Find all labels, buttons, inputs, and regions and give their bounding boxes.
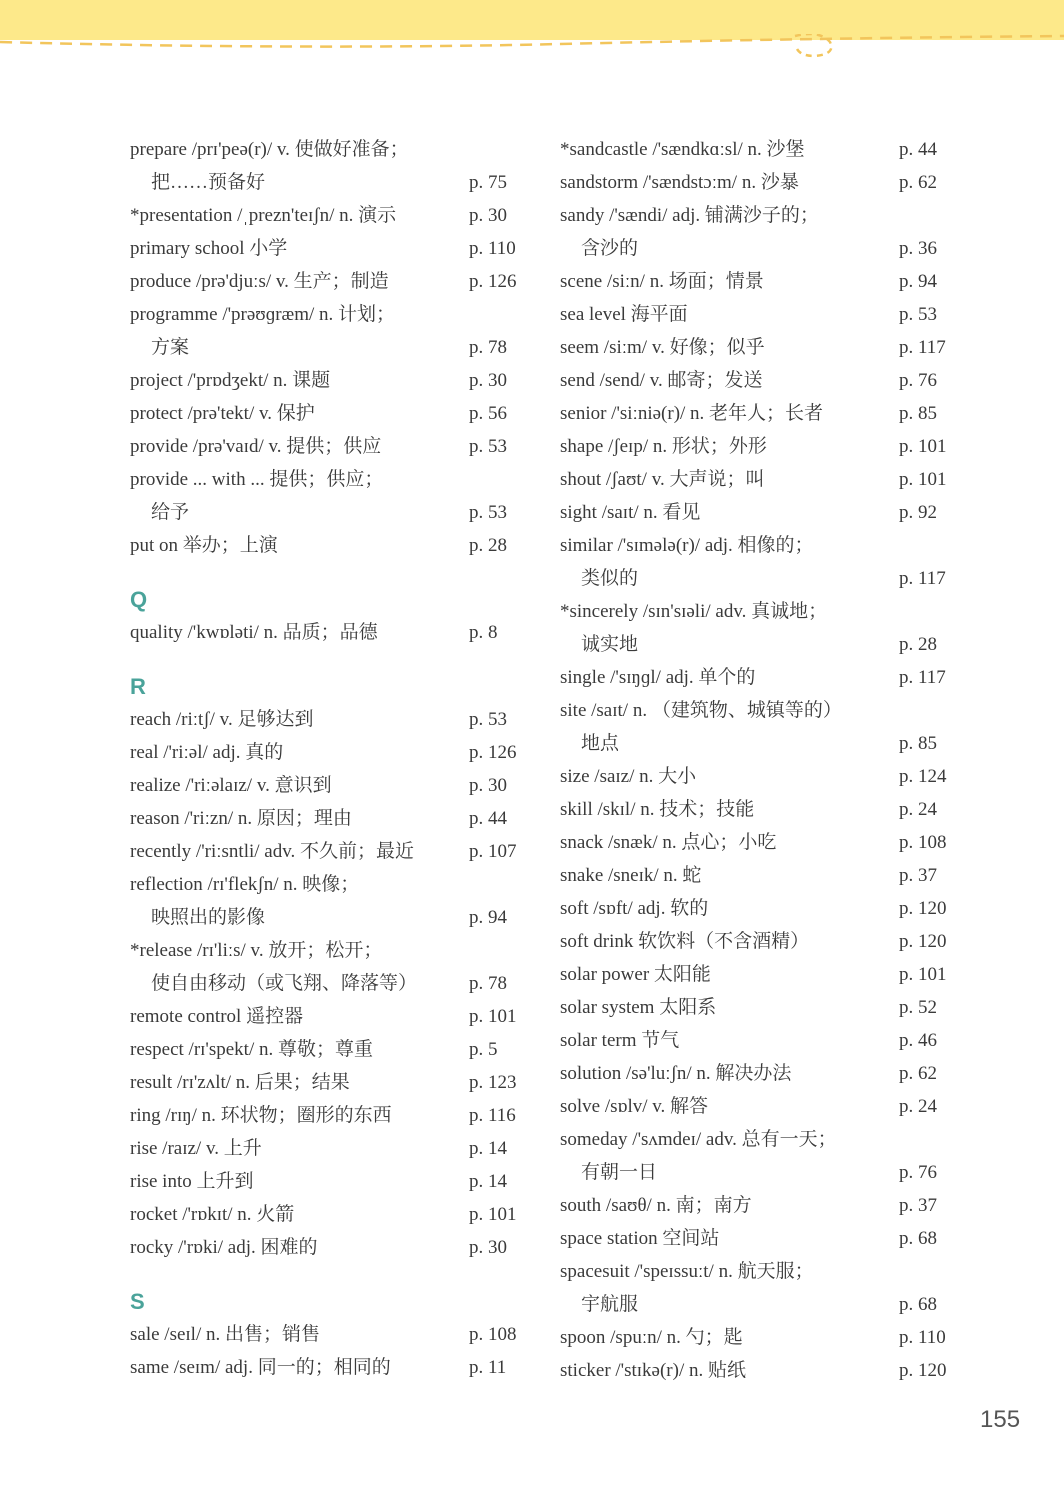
entry-page-reference: p. 68 bbox=[899, 1228, 937, 1249]
glossary-entry bbox=[130, 232, 530, 265]
entry-text: 给予 bbox=[151, 502, 190, 523]
glossary-entry bbox=[560, 991, 970, 1024]
entry-text: reason /'riːzn/ n. 原因；理由 bbox=[130, 808, 352, 829]
glossary-entry bbox=[560, 364, 970, 397]
entry-page-reference: p. 62 bbox=[899, 172, 937, 193]
entry-text: space station 空间站 bbox=[560, 1228, 720, 1249]
entry-page-reference: p. 52 bbox=[899, 997, 937, 1018]
entry-page-reference: p. 46 bbox=[899, 1030, 937, 1051]
glossary-entry bbox=[130, 1351, 530, 1384]
glossary-entry bbox=[130, 265, 530, 298]
entry-text: 把……预备好 bbox=[151, 172, 266, 193]
entry-text: 诚实地 bbox=[581, 634, 639, 655]
entry-text: 含沙的 bbox=[581, 238, 639, 259]
entry-text: sight /saɪt/ n. 看见 bbox=[560, 502, 701, 523]
entry-text: shape /ʃeɪp/ n. 形状；外形 bbox=[560, 436, 767, 457]
glossary-entry bbox=[560, 793, 970, 826]
entry-text: provide ... with ... 提供；供应； bbox=[130, 469, 384, 490]
entry-page-reference: p. 62 bbox=[899, 1063, 937, 1084]
glossary-entry bbox=[560, 397, 970, 430]
entry-page-reference: p. 28 bbox=[899, 634, 937, 655]
entry-text: site /saɪt/ n. （建筑物、城镇等的） bbox=[560, 700, 842, 721]
entry-text: 映照出的影像 bbox=[151, 907, 266, 928]
entry-page-reference: p. 53 bbox=[469, 436, 507, 457]
glossary-entry bbox=[560, 859, 970, 892]
entry-text: reach /riːtʃ/ v. 足够达到 bbox=[130, 709, 314, 730]
glossary-entry bbox=[560, 694, 970, 727]
entry-text: solar system 太阳系 bbox=[560, 997, 717, 1018]
entry-text: solution /sə'luːʃn/ n. 解决办法 bbox=[560, 1063, 792, 1084]
right-glossary-column bbox=[560, 133, 970, 1387]
entry-page-reference: p. 94 bbox=[899, 271, 937, 292]
glossary-entry bbox=[560, 265, 970, 298]
entry-page-reference: p. 56 bbox=[469, 403, 507, 424]
glossary-entry bbox=[130, 1165, 530, 1198]
entry-text: recently /'riːsntli/ adv. 不久前；最近 bbox=[130, 841, 414, 862]
entry-page-reference: p. 123 bbox=[469, 1072, 517, 1093]
entry-page-reference: p. 53 bbox=[899, 304, 937, 325]
entry-text: project /'prɒdʒekt/ n. 课题 bbox=[130, 370, 331, 391]
section-letter-heading: Q bbox=[130, 587, 148, 612]
entry-page-reference: p. 101 bbox=[899, 469, 947, 490]
entry-page-reference: p. 14 bbox=[469, 1171, 507, 1192]
glossary-entry-continuation bbox=[130, 166, 530, 199]
entry-text: sandstorm /'sændstɔːm/ n. 沙暴 bbox=[560, 172, 799, 193]
glossary-entry bbox=[130, 703, 530, 736]
entry-page-reference: p. 37 bbox=[899, 1195, 937, 1216]
entry-page-reference: p. 75 bbox=[469, 172, 507, 193]
entry-page-reference: p. 120 bbox=[899, 931, 947, 952]
glossary-entry bbox=[130, 397, 530, 430]
glossary-entry-continuation bbox=[560, 628, 970, 661]
glossary-entry-continuation bbox=[130, 496, 530, 529]
entry-page-reference: p. 85 bbox=[899, 733, 937, 754]
entry-text: similar /'sɪmələ(r)/ adj. 相像的； bbox=[560, 535, 814, 556]
glossary-entry bbox=[560, 1123, 970, 1156]
entry-text: sticker /'stɪkə(r)/ n. 贴纸 bbox=[560, 1360, 746, 1381]
entry-text: 方案 bbox=[151, 337, 190, 358]
glossary-entry bbox=[130, 1066, 530, 1099]
entry-text: solar term 节气 bbox=[560, 1030, 680, 1051]
entry-page-reference: p. 76 bbox=[899, 370, 937, 391]
entry-page-reference: p. 116 bbox=[469, 1105, 516, 1126]
entry-text: *sandcastle /'sændkɑːsl/ n. 沙堡 bbox=[560, 139, 805, 160]
glossary-entry-continuation bbox=[130, 901, 530, 934]
entry-text: remote control 遥控器 bbox=[130, 1006, 304, 1027]
entry-text: 宇航服 bbox=[581, 1294, 639, 1315]
glossary-entry bbox=[130, 529, 530, 562]
entry-page-reference: p. 24 bbox=[899, 799, 937, 820]
entry-page-reference: p. 117 bbox=[899, 667, 946, 688]
entry-page-reference: p. 85 bbox=[899, 403, 937, 424]
entry-text: 类似的 bbox=[581, 568, 639, 589]
entry-text: *sincerely /sɪn'sɪəli/ adv. 真诚地； bbox=[560, 601, 828, 622]
entry-text: same /seɪm/ adj. 同一的；相同的 bbox=[130, 1357, 391, 1378]
entry-page-reference: p. 28 bbox=[469, 535, 507, 556]
section-gap bbox=[130, 1264, 530, 1285]
glossary-entry bbox=[130, 364, 530, 397]
entry-text: primary school 小学 bbox=[130, 238, 288, 259]
entry-page-reference: p. 108 bbox=[899, 832, 947, 853]
glossary-entry bbox=[130, 1033, 530, 1066]
glossary-entry bbox=[560, 826, 970, 859]
entry-text: skill /skɪl/ n. 技术；技能 bbox=[560, 799, 755, 820]
entry-text: size /saɪz/ n. 大小 bbox=[560, 766, 697, 787]
glossary-entry bbox=[560, 661, 970, 694]
entry-text: snake /sneɪk/ n. 蛇 bbox=[560, 865, 702, 886]
entry-text: single /'sɪŋɡl/ adj. 单个的 bbox=[560, 667, 756, 688]
glossary-entry bbox=[130, 769, 530, 802]
entry-text: spacesuit /'speɪssuːt/ n. 航天服； bbox=[560, 1261, 814, 1282]
entry-text: scene /siːn/ n. 场面；情景 bbox=[560, 271, 764, 292]
entry-page-reference: p. 30 bbox=[469, 370, 507, 391]
glossary-entry bbox=[130, 802, 530, 835]
glossary-entry bbox=[560, 1321, 970, 1354]
entry-text: ring /rɪŋ/ n. 环状物；圈形的东西 bbox=[130, 1105, 392, 1126]
dashed-divider bbox=[0, 34, 1064, 64]
entry-text: programme /'prəʊɡræm/ n. 计划； bbox=[130, 304, 396, 325]
entry-page-reference: p. 117 bbox=[899, 568, 946, 589]
glossary-entry bbox=[560, 331, 970, 364]
glossary-entry bbox=[560, 463, 970, 496]
glossary-entry-continuation bbox=[560, 1156, 970, 1189]
entry-text: put on 举办；上演 bbox=[130, 535, 278, 556]
section-letter-heading: S bbox=[130, 1289, 145, 1314]
glossary-entry-continuation bbox=[560, 727, 970, 760]
glossary-entry-continuation bbox=[560, 1288, 970, 1321]
entry-page-reference: p. 11 bbox=[469, 1357, 507, 1378]
glossary-entry bbox=[560, 199, 970, 232]
entry-page-reference: p. 68 bbox=[899, 1294, 937, 1315]
glossary-entry bbox=[560, 529, 970, 562]
entry-page-reference: p. 101 bbox=[899, 436, 947, 457]
entry-page-reference: p. 126 bbox=[469, 742, 517, 763]
entry-page-reference: p. 14 bbox=[469, 1138, 507, 1159]
glossary-entry bbox=[560, 1090, 970, 1123]
section-letter-heading: R bbox=[130, 674, 146, 699]
entry-text: *presentation /ˌprezn'teɪʃn/ n. 演示 bbox=[130, 205, 397, 226]
section-gap bbox=[130, 649, 530, 670]
glossary-entry bbox=[130, 934, 530, 967]
glossary-entry bbox=[130, 430, 530, 463]
entry-text: seem /siːm/ v. 好像；似乎 bbox=[560, 337, 765, 358]
glossary-entry bbox=[560, 1354, 970, 1387]
entry-text: rise into 上升到 bbox=[130, 1171, 254, 1192]
entry-page-reference: p. 107 bbox=[469, 841, 517, 862]
entry-page-reference: p. 101 bbox=[899, 964, 947, 985]
glossary-entry bbox=[560, 760, 970, 793]
entry-page-reference: p. 94 bbox=[469, 907, 507, 928]
glossary-entry bbox=[560, 1255, 970, 1288]
entry-text: prepare /prɪ'peə(r)/ v. 使做好准备； bbox=[130, 139, 409, 160]
entry-text: soft /sɒft/ adj. 软的 bbox=[560, 898, 709, 919]
entry-page-reference: p. 108 bbox=[469, 1324, 517, 1345]
entry-text: real /'riːəl/ adj. 真的 bbox=[130, 742, 284, 763]
entry-page-reference: p. 30 bbox=[469, 1237, 507, 1258]
glossary-entry bbox=[560, 430, 970, 463]
glossary-entry bbox=[560, 133, 970, 166]
entry-text: realize /'riːəlaɪz/ v. 意识到 bbox=[130, 775, 332, 796]
entry-page-reference: p. 120 bbox=[899, 898, 947, 919]
entry-text: snack /snæk/ n. 点心；小吃 bbox=[560, 832, 777, 853]
entry-page-reference: p. 76 bbox=[899, 1162, 937, 1183]
entry-text: rocky /'rɒki/ adj. 困难的 bbox=[130, 1237, 318, 1258]
glossary-entry bbox=[130, 199, 530, 232]
glossary-entry bbox=[130, 1099, 530, 1132]
glossary-entry bbox=[130, 1231, 530, 1264]
entry-text: rise /raɪz/ v. 上升 bbox=[130, 1138, 262, 1159]
entry-text: respect /rɪ'spekt/ n. 尊敬；尊重 bbox=[130, 1039, 373, 1060]
entry-page-reference: p. 30 bbox=[469, 205, 507, 226]
glossary-entry bbox=[130, 835, 530, 868]
entry-page-reference: p. 78 bbox=[469, 337, 507, 358]
glossary-entry bbox=[130, 736, 530, 769]
entry-page-reference: p. 126 bbox=[469, 271, 517, 292]
glossary-entry bbox=[130, 298, 530, 331]
glossary-entry bbox=[560, 298, 970, 331]
entry-text: *release /rɪ'liːs/ v. 放开；松开； bbox=[130, 940, 383, 961]
entry-text: soft drink 软饮料（不含酒精） bbox=[560, 931, 810, 952]
entry-text: protect /prə'tekt/ v. 保护 bbox=[130, 403, 315, 424]
glossary-entry-continuation bbox=[130, 967, 530, 1000]
entry-page-reference: p. 8 bbox=[469, 622, 498, 643]
glossary-entry bbox=[130, 1198, 530, 1231]
entry-text: result /rɪ'zʌlt/ n. 后果；结果 bbox=[130, 1072, 350, 1093]
glossary-entry bbox=[560, 166, 970, 199]
entry-text: quality /'kwɒləti/ n. 品质；品德 bbox=[130, 622, 378, 643]
entry-page-reference: p. 110 bbox=[899, 1327, 946, 1348]
entry-page-reference: p. 44 bbox=[469, 808, 507, 829]
glossary-entry bbox=[130, 868, 530, 901]
entry-text: solve /sɒlv/ v. 解答 bbox=[560, 1096, 709, 1117]
glossary-entry bbox=[560, 892, 970, 925]
glossary-entry bbox=[560, 595, 970, 628]
glossary-entry bbox=[560, 1057, 970, 1090]
entry-text: rocket /'rɒkɪt/ n. 火箭 bbox=[130, 1204, 295, 1225]
entry-text: sea level 海平面 bbox=[560, 304, 688, 325]
glossary-entry bbox=[130, 1318, 530, 1351]
section-gap bbox=[130, 562, 530, 583]
entry-text: 使自由移动（或飞翔、降落等） bbox=[151, 973, 418, 994]
page-number: 155 bbox=[980, 1406, 1021, 1433]
entry-text: produce /prə'djuːs/ v. 生产；制造 bbox=[130, 271, 389, 292]
entry-page-reference: p. 92 bbox=[899, 502, 937, 523]
entry-page-reference: p. 110 bbox=[469, 238, 516, 259]
entry-text: solar power 太阳能 bbox=[560, 964, 711, 985]
entry-text: sandy /'sændi/ adj. 铺满沙子的； bbox=[560, 205, 819, 226]
entry-text: senior /'siːniə(r)/ n. 老年人；长者 bbox=[560, 403, 824, 424]
entry-page-reference: p. 30 bbox=[469, 775, 507, 796]
glossary-entry bbox=[130, 463, 530, 496]
glossary-entry bbox=[130, 133, 530, 166]
glossary-entry bbox=[560, 1189, 970, 1222]
glossary-entry bbox=[560, 958, 970, 991]
left-glossary-column bbox=[130, 133, 530, 1384]
entry-text: 地点 bbox=[581, 733, 620, 754]
entry-page-reference: p. 5 bbox=[469, 1039, 498, 1060]
glossary-entry bbox=[130, 1000, 530, 1033]
entry-text: sale /seɪl/ n. 出售；销售 bbox=[130, 1324, 320, 1345]
glossary-entry-continuation bbox=[560, 562, 970, 595]
glossary-entry bbox=[130, 616, 530, 649]
entry-page-reference: p. 53 bbox=[469, 502, 507, 523]
entry-page-reference: p. 36 bbox=[899, 238, 937, 259]
entry-page-reference: p. 53 bbox=[469, 709, 507, 730]
entry-text: spoon /spuːn/ n. 勺；匙 bbox=[560, 1327, 743, 1348]
entry-page-reference: p. 124 bbox=[899, 766, 947, 787]
entry-text: south /saʊθ/ n. 南；南方 bbox=[560, 1195, 752, 1216]
entry-page-reference: p. 24 bbox=[899, 1096, 937, 1117]
entry-page-reference: p. 120 bbox=[899, 1360, 947, 1381]
entry-text: someday /'sʌmdeɪ/ adv. 总有一天； bbox=[560, 1129, 837, 1150]
entry-page-reference: p. 44 bbox=[899, 139, 937, 160]
entry-page-reference: p. 37 bbox=[899, 865, 937, 886]
entry-text: send /send/ v. 邮寄；发送 bbox=[560, 370, 763, 391]
glossary-entry bbox=[560, 925, 970, 958]
glossary-entry-continuation bbox=[130, 331, 530, 364]
entry-page-reference: p. 117 bbox=[899, 337, 946, 358]
entry-text: 有朝一日 bbox=[581, 1162, 658, 1183]
entry-text: reflection /rɪ'flekʃn/ n. 映像； bbox=[130, 874, 360, 895]
entry-page-reference: p. 101 bbox=[469, 1204, 517, 1225]
entry-page-reference: p. 101 bbox=[469, 1006, 517, 1027]
glossary-entry bbox=[560, 496, 970, 529]
glossary-entry-continuation bbox=[560, 232, 970, 265]
glossary-entry bbox=[560, 1222, 970, 1255]
entry-text: shout /ʃaʊt/ v. 大声说；叫 bbox=[560, 469, 765, 490]
glossary-entry bbox=[130, 1132, 530, 1165]
glossary-entry bbox=[560, 1024, 970, 1057]
entry-page-reference: p. 78 bbox=[469, 973, 507, 994]
entry-text: provide /prə'vaɪd/ v. 提供；供应 bbox=[130, 436, 382, 457]
